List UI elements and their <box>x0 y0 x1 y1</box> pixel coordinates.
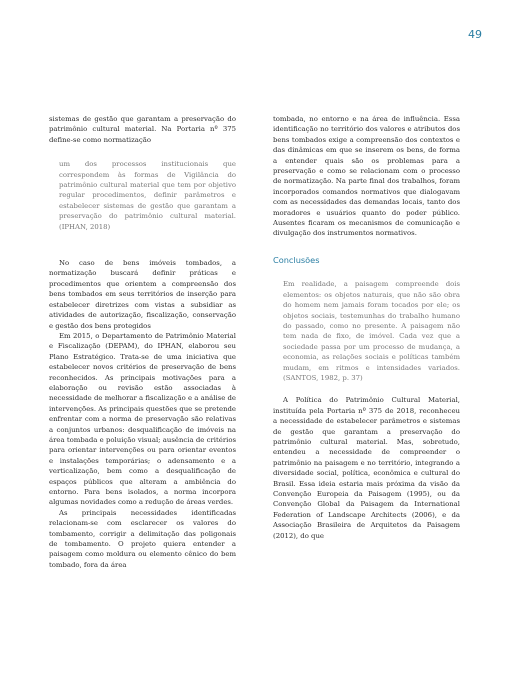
paragraph: Em 2015, o Departamento de Patrimônio Material e Fiscalização (DEPAM), do IPHAN, elaborou seu Plano Estratégico. Trata-se de uma iniciativa que estabelecer novos critérios de preservação de bens reconhecidos. As principais motivações para a elaboração ou revisão estão associadas à necessidade de melhorar a fiscalização e a análise de intervenções. As principais questões que se pretende enfrentar com a norma de preservação são relativas a conjuntos urbanos: desqualificação de imóveis na área tombada e poluição visual; ausência de critérios para orientar intervenções ou para orientar eventos e instalações temporárias; o adensamento e a verticalização, bem como a desqualificação de espaços públicos que alteram a ambiência do entorno. Para bens isolados, a norma incorpora algumas novidades como a redução de áreas verdes. <box>49 331 236 507</box>
left-column <box>49 114 236 570</box>
block-quote: um dos processos institucionais que correspondem às formas de Vigilância do patrimônio cultural material que tem por objetivo regular procedimentos, definir parâmetros e estabelecer sistemas de gestão que garantam a preservação do patrimônio cultural material. (IPHAN, 2018) <box>59 160 236 231</box>
section-heading: Conclusões <box>273 254 320 265</box>
paragraph: sistemas de gestão que garantam a preservação do patrimônio cultural material. Na Portaria nº 375 define-se como normatização <box>49 115 236 144</box>
paragraph: A Política do Patrimônio Cultural Material, instituída pela Portaria nº 375 de 2018, reconheceu a necessidade de estabelecer parâmetros e sistemas de gestão que garantam a preservação do patrimônio cultural material. Mas, sobretudo, entendeu a necessidade de compreender o patrimônio na paisagem e no território, integrando a diversidade social, política, econômica e cultural do Brasil. Essa ideia estaria mais próxima da visão da Convenção Europeia da Paisagem (1995), ou da Convenção Global da Paisagem da International Federation of Landscape Architects (2006), e da Associação Brasileira de Arquitetos da Paisagem (2012), do que <box>273 396 460 540</box>
paragraph: As principais necessidades identificadas relacionam-se com esclarecer os valores do tombamento, corrigir a delimitação das poligonais de tombamento. O projeto quiera entender a paisagem como moldura ou elemento cênico do bem tombado, fora da área <box>49 508 236 569</box>
right-column <box>273 114 460 541</box>
page-number: 49 <box>468 28 482 41</box>
paragraph: tombada, no entorno e na área de influência. Essa identificação no território dos valores e atributos dos bens tombados exige a compreensão dos contextos e das dinâmicas em que se inserem os bens, de forma a entender quais são os problemas para a preservação e como se relacionam com o processo de normatização. Na parte final dos trabalhos, foram incorporados comandos normativos que dialogavam com as necessidades das demandas locais, tanto dos moradores e usuários quanto do poder público. Ausentes ficaram os mecanismos de comunicação e divulgação dos instrumentos normativos. <box>273 115 460 238</box>
paragraph: No caso de bens imóveis tombados, a normatização buscará definir práticas e procedimentos que orientem a compreensão dos bens tombados em seus territórios de inserção para estabelecer diretrizes com vistas a subsidiar as atividades de autorização, fiscalização, conservação e gestão dos bens protegidos <box>49 259 236 330</box>
block-quote: Em realidade, a paisagem compreende dois elementos: os objetos naturais, que não são obra do homem nem jamais foram tocados por ele; os objetos sociais, testemunhas do trabalho humano do passado, como no presente. A paisagem não tem nada de fixo, de imóvel. Cada vez que a sociedade passa por um processo de mudança, a economia, as relações sociais e políticas também mudam, em ritmos e intensidades variados. (SANTOS, 1982, p. 37) <box>283 280 460 382</box>
